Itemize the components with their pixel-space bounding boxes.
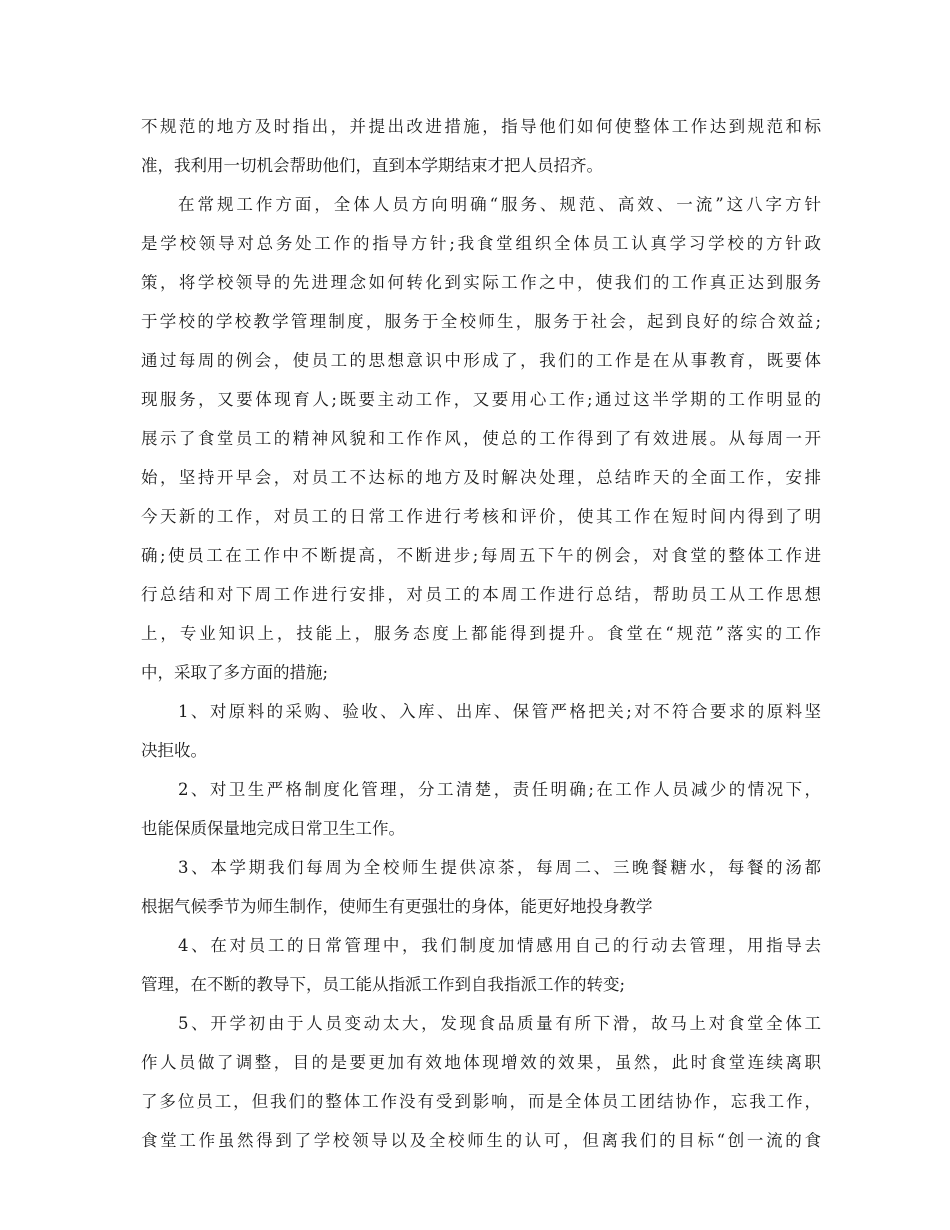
text-line: 根据气候季节为师生制作，使师生有更强壮的身体，能更好地投身教学 [141, 897, 653, 916]
text-line: 5、开学初由于人员变动太大，发现食品质量有所下滑，故马上对食堂全体工 [178, 1014, 821, 1033]
text-line: 管理，在不断的教导下，员工能从指派工作到自我指派工作的转变; [141, 975, 626, 994]
text-line: 3、本学期我们每周为全校师生提供凉茶，每周二、三晚餐糖水，每餐的汤都 [178, 858, 821, 877]
text-line: 2、对卫生严格制度化管理，分工清楚，责任明确;在工作人员减少的情况下， [178, 780, 821, 799]
text-line: 1、对原料的采购、验收、入库、出库、保管严格把关;对不符合要求的原料坚 [178, 702, 821, 721]
text-line: 上，专业知识上，技能上，服务态度上都能得到提升。食堂在“规范”落实的工作 [141, 624, 821, 643]
text-line: 是学校领导对总务处工作的指导方针;我食堂组织全体员工认真学习学校的方针政 [141, 234, 821, 253]
text-line: 确;使员工在工作中不断提高，不断进步;每周五下午的例会，对食堂的整体工作进 [141, 546, 821, 565]
text-line: 现服务，又要体现育人;既要主动工作，又要用心工作;通过这半学期的工作明显的 [141, 390, 821, 409]
text-line: 准，我利用一切机会帮助他们，直到本学期结束才把人员招齐。 [141, 156, 603, 175]
text-line: 4、在对员工的日常管理中，我们制度加情感用自己的行动去管理，用指导去 [178, 936, 821, 955]
text-line: 始，坚持开早会，对员工不达标的地方及时解决处理，总结昨天的全面工作，安排 [141, 468, 821, 487]
text-line: 也能保质保量地完成日常卫生工作。 [141, 819, 405, 838]
text-line: 决拒收。 [141, 741, 207, 760]
text-line: 通过每周的例会，使员工的思想意识中形成了，我们的工作是在从事教育，既要体 [141, 351, 821, 370]
text-line: 今天新的工作，对员工的日常工作进行考核和评价，使其工作在短时间内得到了明 [141, 507, 821, 526]
text-line: 于学校的学校教学管理制度，服务于全校师生，服务于社会，起到良好的综合效益; [141, 312, 821, 331]
text-line: 了多位员工，但我们的整体工作没有受到影响，而是全体员工团结协作，忘我工作， [141, 1092, 821, 1111]
text-line: 不规范的地方及时指出，并提出改进措施，指导他们如何使整体工作达到规范和标 [141, 117, 821, 136]
text-line: 策，将学校领导的先进理念如何转化到实际工作之中，使我们的工作真正达到服务 [141, 273, 821, 292]
text-line: 展示了食堂员工的精神风貌和工作作风，使总的工作得到了有效进展。从每周一开 [141, 429, 821, 448]
text-line: 在常规工作方面，全体人员方向明确“服务、规范、高效、一流”这八字方针 [178, 195, 821, 214]
text-line: 作人员做了调整，目的是要更加有效地体现增效的效果，虽然，此时食堂连续离职 [141, 1053, 821, 1072]
text-line: 食堂工作虽然得到了学校领导以及全校师生的认可，但离我们的目标“创一流的食 [141, 1131, 821, 1150]
text-line: 行总结和对下周工作进行安排，对员工的本周工作进行总结，帮助员工从工作思想 [141, 585, 821, 604]
text-line: 中，采取了多方面的措施; [141, 663, 329, 682]
